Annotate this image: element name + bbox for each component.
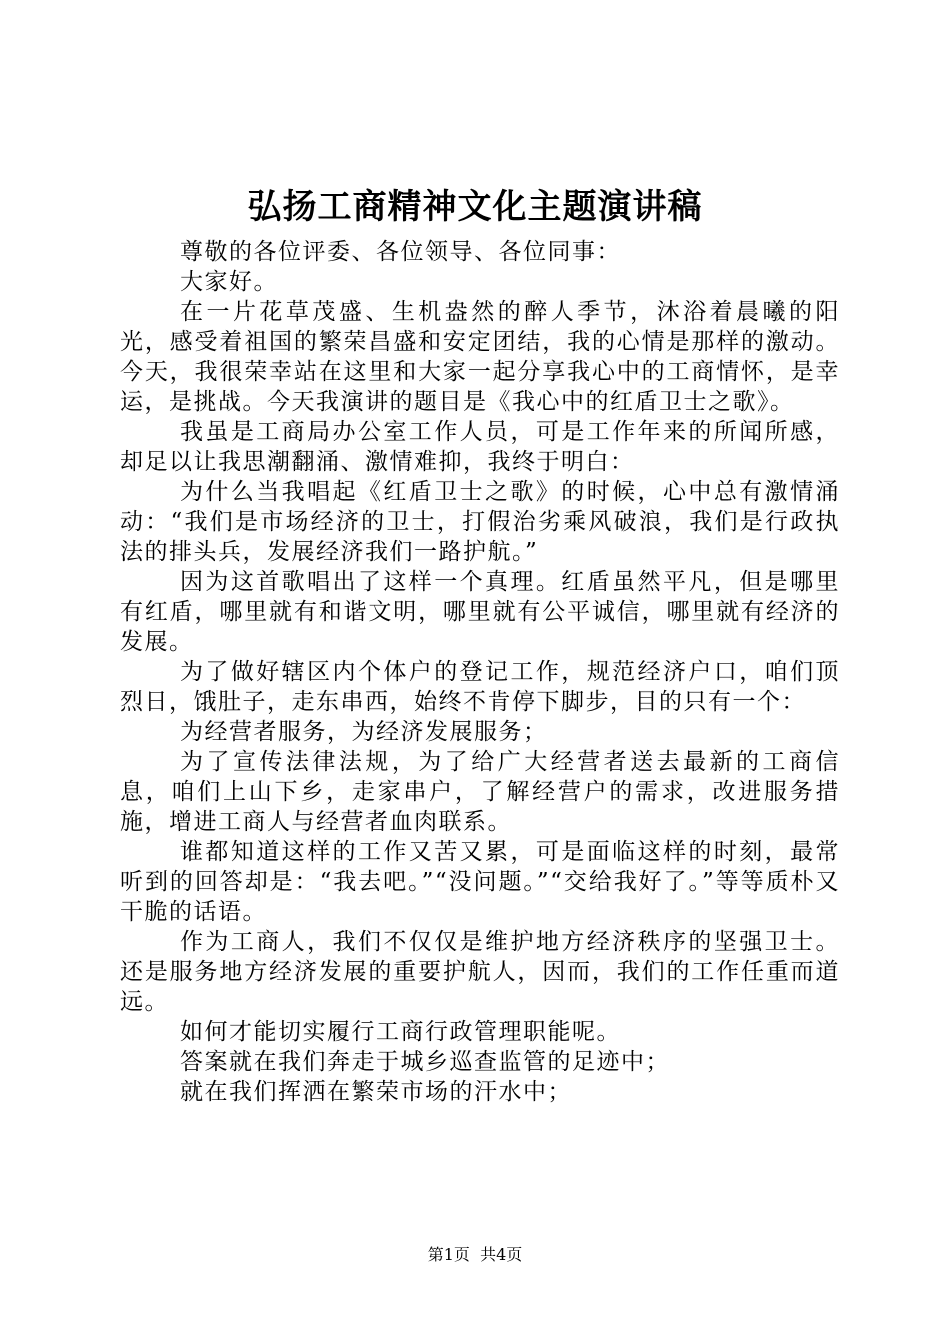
paragraph: 作为工商人，我们不仅仅是维护地方经济秩序的坚强卫士。还是服务地方经济发展的重要护航人，因而，我们的工作任重而道远。 bbox=[120, 929, 840, 1015]
page-footer bbox=[0, 1243, 950, 1267]
paragraph-salutation: 尊敬的各位评委、各位领导、各位同事： bbox=[180, 239, 621, 265]
document-title: 弘扬工商精神文化主题演讲稿 bbox=[247, 187, 703, 227]
paragraph: 就在我们挥洒在繁荣市场的汗水中； bbox=[180, 1079, 572, 1105]
paragraph: 答案就在我们奔走于城乡巡查监管的足迹中； bbox=[180, 1049, 670, 1075]
paragraph: 谁都知道这样的工作又苦又累，可是面临这样的时刻，最常听到的回答却是：“我去吧。”“没问题。”“交给我好了。”等等质朴又干脆的话语。 bbox=[120, 839, 840, 925]
paragraph: 为了宣传法律法规，为了给广大经营者送去最新的工商信息，咱们上山下乡，走家串户，了解经营户的需求，改进服务措施，增进工商人与经营者血肉联系。 bbox=[120, 749, 840, 835]
paragraph: 如何才能切实履行工商行政管理职能呢。 bbox=[180, 1019, 621, 1045]
paragraph: 为经营者服务，为经济发展服务； bbox=[180, 719, 548, 745]
page-number-label: 第1页 共4页 bbox=[427, 1245, 523, 1264]
paragraph: 我虽是工商局办公室工作人员，可是工作年来的所闻所感，却足以让我思潮翻涌、激情难抑，我终于明白： bbox=[120, 419, 840, 475]
paragraph: 为了做好辖区内个体户的登记工作，规范经济户口，咱们顶烈日，饿肚子，走东串西，始终不肯停下脚步，目的只有一个： bbox=[120, 659, 840, 715]
paragraph: 在一片花草茂盛、生机盎然的醉人季节，沐浴着晨曦的阳光，感受着祖国的繁荣昌盛和安定团结，我的心情是那样的激动。今天，我很荣幸站在这里和大家一起分享我心中的工商情怀，是幸运，是挑战。今天我演讲的题目是《我心中的红盾卫士之歌》。 bbox=[120, 299, 840, 415]
paragraph: 为什么当我唱起《红盾卫士之歌》的时候，心中总有激情涌动：“我们是市场经济的卫士，打假治劣乘风破浪，我们是行政执法的排头兵，发展经济我们一路护航。” bbox=[120, 479, 840, 565]
paragraph: 因为这首歌唱出了这样一个真理。红盾虽然平凡，但是哪里有红盾，哪里就有和谐文明，哪里就有公平诚信，哪里就有经济的发展。 bbox=[120, 569, 840, 655]
document-body bbox=[120, 237, 840, 1107]
paragraph-greeting: 大家好。 bbox=[180, 269, 278, 295]
